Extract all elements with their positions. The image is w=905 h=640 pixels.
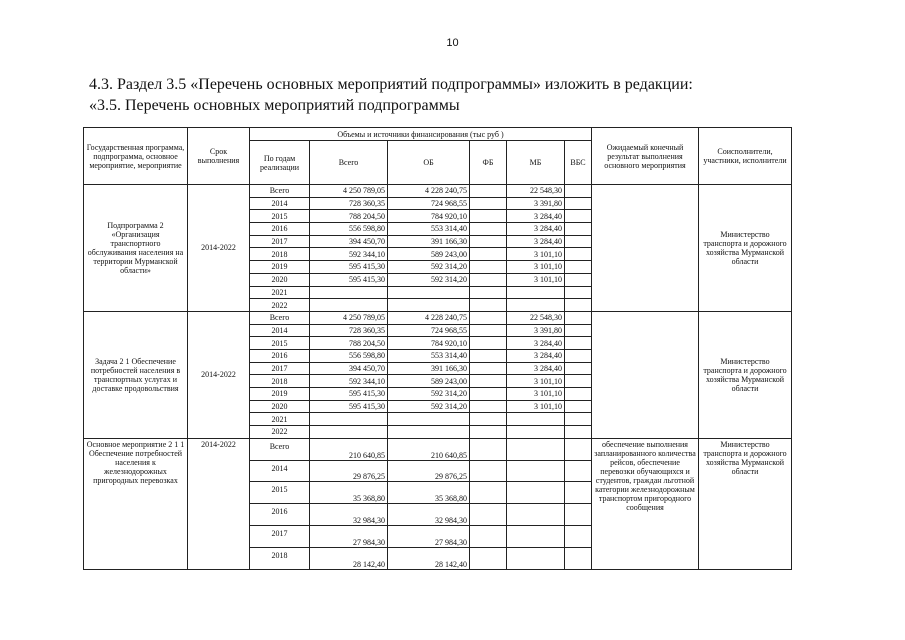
header-funding: Объемы и источники финансирования (тыс руб ) (250, 128, 592, 141)
fb-cell (470, 261, 507, 274)
vbs-cell (565, 337, 592, 350)
mb-cell: 3 284,40 (507, 235, 565, 248)
vbs-cell (565, 223, 592, 236)
fb-cell (470, 413, 507, 426)
fb-cell (470, 460, 507, 482)
vbs-cell (565, 261, 592, 274)
total-cell: 788 204,50 (310, 337, 388, 350)
mb-cell: 3 284,40 (507, 362, 565, 375)
vbs-cell (565, 324, 592, 337)
total-cell: 556 598,80 (310, 349, 388, 362)
block-executor: Министерство транспорта и дорожного хозяйства Мурманской области (699, 311, 792, 438)
header-mb: МБ (507, 141, 565, 185)
fb-cell (470, 324, 507, 337)
vbs-cell (565, 248, 592, 261)
vbs-cell (565, 525, 592, 547)
fb-cell (470, 273, 507, 286)
mb-cell: 3 101,10 (507, 375, 565, 388)
year-cell: 2014 (250, 460, 310, 482)
table-body (84, 185, 792, 570)
ob-cell: 592 314,20 (388, 261, 470, 274)
block-name: Основное мероприятие 2 1 1 Обеспечение потребностей населения к железнодорожных пригородных перевозках (84, 438, 188, 569)
ob-cell: 553 314,40 (388, 349, 470, 362)
year-cell: Всего (250, 185, 310, 198)
total-cell: 210 640,85 (310, 438, 388, 460)
fb-cell (470, 349, 507, 362)
vbs-cell (565, 311, 592, 324)
mb-cell (507, 504, 565, 526)
fb-cell (470, 210, 507, 223)
fb-cell (470, 235, 507, 248)
ob-cell: 724 968,55 (388, 197, 470, 210)
vbs-cell (565, 235, 592, 248)
vbs-cell (565, 210, 592, 223)
vbs-cell (565, 547, 592, 569)
heading-line-2: «3.5. Перечень основных мероприятий подпрограммы (89, 97, 460, 114)
ob-cell (388, 299, 470, 312)
total-cell: 394 450,70 (310, 235, 388, 248)
ob-cell: 592 314,20 (388, 273, 470, 286)
fb-cell (470, 223, 507, 236)
fb-cell (470, 547, 507, 569)
ob-cell: 391 166,30 (388, 362, 470, 375)
vbs-cell (565, 349, 592, 362)
year-cell: Всего (250, 311, 310, 324)
total-cell: 595 415,30 (310, 273, 388, 286)
year-cell: 2019 (250, 388, 310, 401)
fb-cell (470, 311, 507, 324)
ob-cell: 724 968,55 (388, 324, 470, 337)
measures-table (83, 127, 792, 570)
total-cell: 595 415,30 (310, 400, 388, 413)
ob-cell: 28 142,40 (388, 547, 470, 569)
block-name: Задача 2 1 Обеспечение потребностей населения в транспортных услугах и доставке продовольствия (84, 311, 188, 438)
mb-cell (507, 413, 565, 426)
fb-cell (470, 375, 507, 388)
ob-cell: 784 920,10 (388, 337, 470, 350)
header-vbs: ВБС (565, 141, 592, 185)
vbs-cell (565, 504, 592, 526)
ob-cell: 589 243,00 (388, 248, 470, 261)
total-cell: 556 598,80 (310, 223, 388, 236)
ob-cell (388, 413, 470, 426)
mb-cell: 3 284,40 (507, 349, 565, 362)
fb-cell (470, 286, 507, 299)
total-cell: 595 415,30 (310, 261, 388, 274)
ob-cell: 589 243,00 (388, 375, 470, 388)
year-cell: 2022 (250, 299, 310, 312)
mb-cell (507, 286, 565, 299)
year-cell: Всего (250, 438, 310, 460)
ob-cell (388, 286, 470, 299)
year-cell: 2019 (250, 261, 310, 274)
ob-cell: 391 166,30 (388, 235, 470, 248)
ob-cell: 29 876,25 (388, 460, 470, 482)
block-term: 2014-2022 (188, 438, 250, 569)
section-heading (89, 74, 889, 116)
header-result: Ожидаемый конечный результат выполнения основного мероприятия (592, 128, 699, 185)
year-cell: 2021 (250, 286, 310, 299)
year-cell: 2020 (250, 273, 310, 286)
fb-cell (470, 482, 507, 504)
header-ob: ОБ (388, 141, 470, 185)
year-cell: 2016 (250, 223, 310, 236)
block-term: 2014-2022 (188, 185, 250, 312)
vbs-cell (565, 375, 592, 388)
mb-cell (507, 438, 565, 460)
vbs-cell (565, 273, 592, 286)
fb-cell (470, 504, 507, 526)
year-cell: 2015 (250, 210, 310, 223)
header-program: Государственная программа, подпрограмма, основное мероприятие, мероприятие (84, 128, 188, 185)
fb-cell (470, 299, 507, 312)
fb-cell (470, 197, 507, 210)
table-row (84, 438, 792, 460)
total-cell: 27 984,30 (310, 525, 388, 547)
total-cell: 394 450,70 (310, 362, 388, 375)
vbs-cell (565, 400, 592, 413)
total-cell: 592 344,10 (310, 248, 388, 261)
expected-result (592, 311, 699, 438)
vbs-cell (565, 482, 592, 504)
table-row (84, 311, 792, 324)
block-executor: Министерство транспорта и дорожного хозяйства Мурманской области (699, 185, 792, 312)
header-total: Всего (310, 141, 388, 185)
total-cell: 4 250 789,05 (310, 311, 388, 324)
vbs-cell (565, 388, 592, 401)
expected-result (592, 185, 699, 312)
expected-result: обеспечение выполнения запланированного количества рейсов, обеспечение перевозки обучающихся и студентов, граждан льготной категории железнодорожным транспортом пригородного сообщения (592, 438, 699, 569)
fb-cell (470, 185, 507, 198)
total-cell (310, 426, 388, 439)
fb-cell (470, 426, 507, 439)
total-cell: 35 368,80 (310, 482, 388, 504)
total-cell (310, 286, 388, 299)
total-cell: 595 415,30 (310, 388, 388, 401)
block-executor: Министерство транспорта и дорожного хозяйства Мурманской области (699, 438, 792, 569)
fb-cell (470, 438, 507, 460)
year-cell: 2015 (250, 482, 310, 504)
vbs-cell (565, 426, 592, 439)
vbs-cell (565, 185, 592, 198)
block-term: 2014-2022 (188, 311, 250, 438)
total-cell: 32 984,30 (310, 504, 388, 526)
ob-cell: 553 314,40 (388, 223, 470, 236)
total-cell: 592 344,10 (310, 375, 388, 388)
mb-cell (507, 299, 565, 312)
year-cell: 2014 (250, 197, 310, 210)
vbs-cell (565, 438, 592, 460)
year-cell: 2015 (250, 337, 310, 350)
total-cell (310, 299, 388, 312)
year-cell: 2016 (250, 504, 310, 526)
year-cell: 2018 (250, 547, 310, 569)
mb-cell (507, 482, 565, 504)
year-cell: 2020 (250, 400, 310, 413)
page-number: 10 (446, 37, 459, 49)
header-term: Срок выполнения (188, 128, 250, 185)
mb-cell: 3 284,40 (507, 337, 565, 350)
vbs-cell (565, 299, 592, 312)
vbs-cell (565, 413, 592, 426)
mb-cell: 3 284,40 (507, 210, 565, 223)
mb-cell: 22 548,30 (507, 311, 565, 324)
mb-cell: 22 548,30 (507, 185, 565, 198)
total-cell: 29 876,25 (310, 460, 388, 482)
header-coexecutors: Соисполнители, участники, исполнители (699, 128, 792, 185)
fb-cell (470, 525, 507, 547)
ob-cell: 592 314,20 (388, 400, 470, 413)
ob-cell: 32 984,30 (388, 504, 470, 526)
block-name: Подпрограмма 2 «Организация транспортного обслуживания населения на территории Мурманской области» (84, 185, 188, 312)
year-cell: 2017 (250, 235, 310, 248)
header-by-year: По годам реализации (250, 141, 310, 185)
ob-cell (388, 426, 470, 439)
vbs-cell (565, 197, 592, 210)
mb-cell (507, 426, 565, 439)
vbs-cell (565, 286, 592, 299)
fb-cell (470, 388, 507, 401)
total-cell: 728 360,35 (310, 324, 388, 337)
ob-cell: 210 640,85 (388, 438, 470, 460)
ob-cell: 592 314,20 (388, 388, 470, 401)
year-cell: 2022 (250, 426, 310, 439)
year-cell: 2014 (250, 324, 310, 337)
total-cell (310, 413, 388, 426)
mb-cell (507, 547, 565, 569)
year-cell: 2017 (250, 525, 310, 547)
total-cell: 28 142,40 (310, 547, 388, 569)
ob-cell: 4 228 240,75 (388, 185, 470, 198)
mb-cell (507, 460, 565, 482)
fb-cell (470, 400, 507, 413)
ob-cell: 4 228 240,75 (388, 311, 470, 324)
heading-line-1: 4.3. Раздел 3.5 «Перечень основных мероприятий подпрограммы» изложить в редакции: (89, 76, 693, 93)
year-cell: 2021 (250, 413, 310, 426)
total-cell: 788 204,50 (310, 210, 388, 223)
fb-cell (470, 337, 507, 350)
total-cell: 728 360,35 (310, 197, 388, 210)
year-cell: 2016 (250, 349, 310, 362)
mb-cell: 3 101,10 (507, 248, 565, 261)
mb-cell: 3 101,10 (507, 273, 565, 286)
mb-cell: 3 391,80 (507, 197, 565, 210)
year-cell: 2018 (250, 248, 310, 261)
mb-cell (507, 525, 565, 547)
fb-cell (470, 362, 507, 375)
total-cell: 4 250 789,05 (310, 185, 388, 198)
mb-cell: 3 391,80 (507, 324, 565, 337)
header-fb: ФБ (470, 141, 507, 185)
vbs-cell (565, 460, 592, 482)
mb-cell: 3 101,10 (507, 388, 565, 401)
fb-cell (470, 248, 507, 261)
year-cell: 2018 (250, 375, 310, 388)
mb-cell: 3 101,10 (507, 400, 565, 413)
mb-cell: 3 101,10 (507, 261, 565, 274)
ob-cell: 27 984,30 (388, 525, 470, 547)
vbs-cell (565, 362, 592, 375)
ob-cell: 35 368,80 (388, 482, 470, 504)
year-cell: 2017 (250, 362, 310, 375)
ob-cell: 784 920,10 (388, 210, 470, 223)
mb-cell: 3 284,40 (507, 223, 565, 236)
table-row (84, 185, 792, 198)
